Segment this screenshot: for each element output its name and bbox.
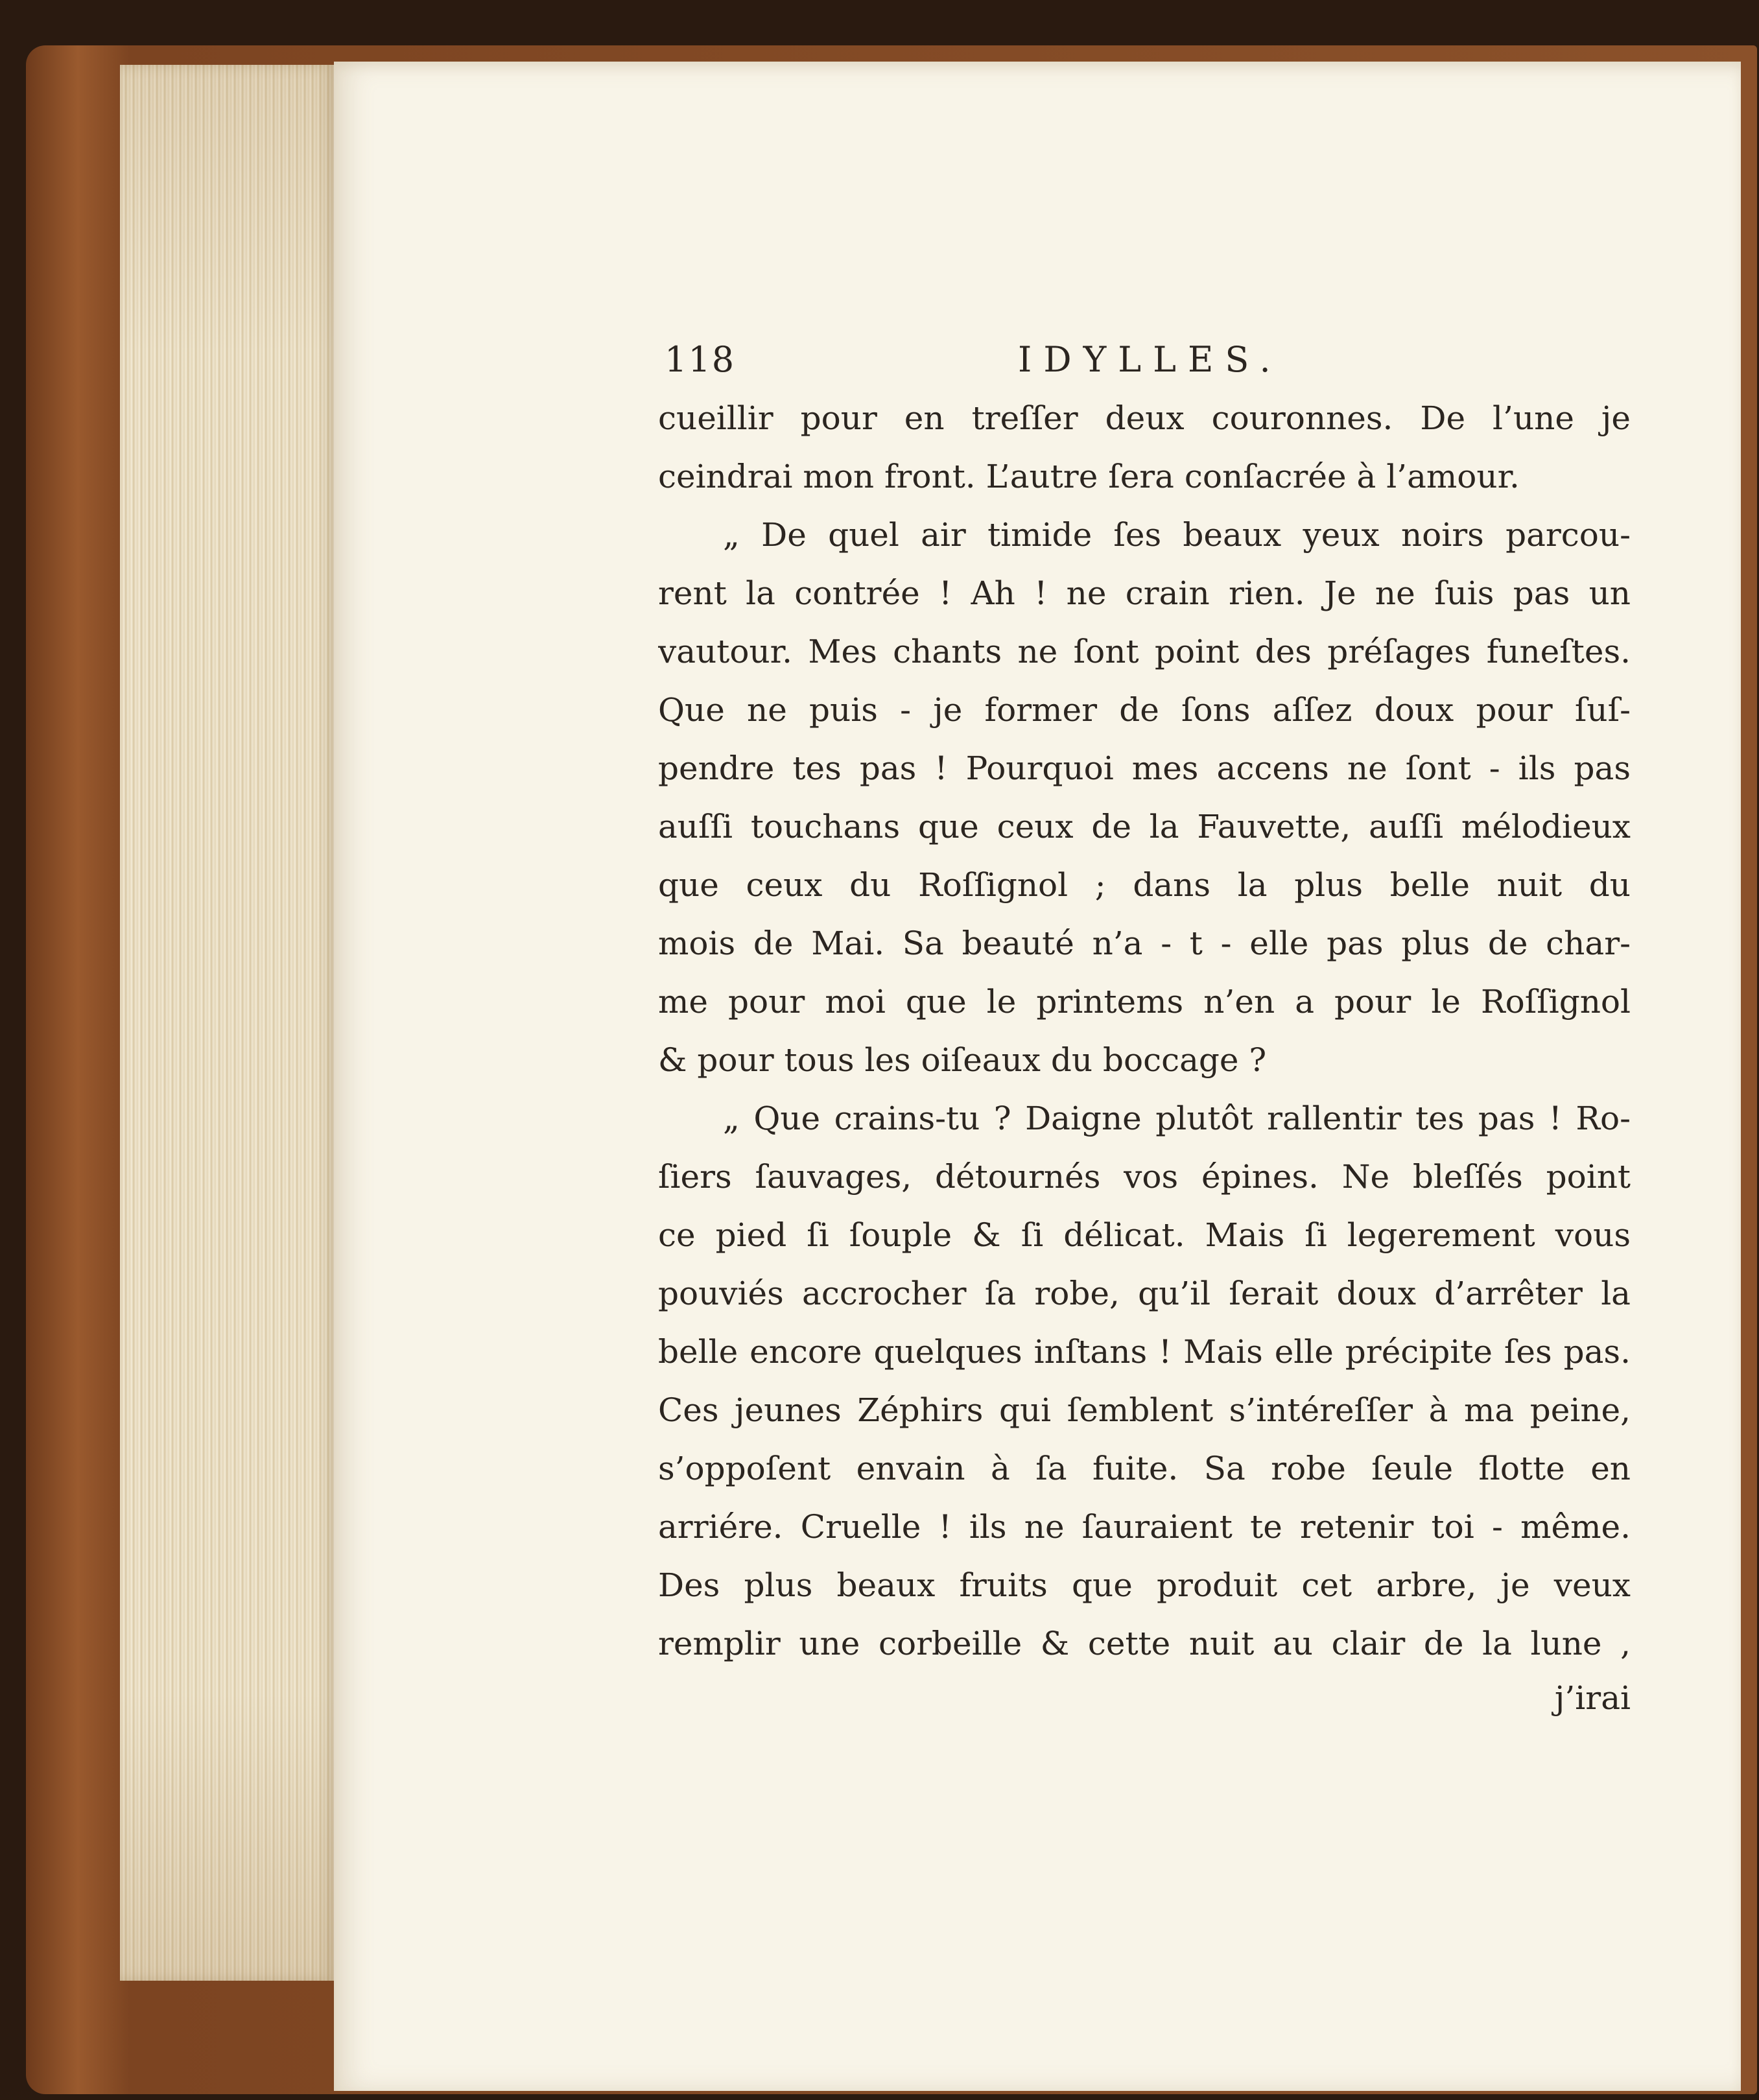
text-line: belle encore quelques inſtans ! Mais elle précipite ſes pas. [658, 1333, 1631, 1371]
text-line: s’oppoſent envain à ſa fuite. Sa robe ſeule flotte en [658, 1450, 1631, 1487]
page-header [665, 339, 1631, 391]
text-line: pouviés accrocher ſa robe, qu’il ſerait doux d’arrêter la [658, 1275, 1631, 1312]
text-line: „ De quel air timide ſes beaux yeux noirs parcou- [723, 516, 1631, 554]
catchword: j’irai [1554, 1679, 1631, 1717]
text-line: vautour. Mes chants ne ſont point des préſages funeſtes. [658, 633, 1631, 670]
text-line: ſiers ſauvages, détournés vos épines. Ne bleſſés point [658, 1158, 1631, 1196]
body-text [658, 389, 1631, 1673]
text-line: ce pied ſi ſouple & ſi délicat. Mais ſi legerement vous [658, 1216, 1631, 1254]
text-line: Des plus beaux fruits que produit cet arbre, je veux [658, 1566, 1631, 1604]
text-line: ceindrai mon front. L’autre ſera conſacrée à l’amour. [658, 458, 1520, 495]
text-line: remplir une corbeille & cette nuit au clair de la lune , [658, 1625, 1631, 1662]
text-line: auſſi touchans que ceux de la Fauvette, auſſi mélodieux [658, 808, 1631, 845]
text-line: pendre tes pas ! Pourquoi mes accens ne ſont - ils pas [658, 749, 1631, 787]
text-line: arriére. Cruelle ! ils ne ſauraient te retenir toi - même. [658, 1508, 1631, 1546]
text-line: cueillir pour en treſſer deux couronnes. De l’une je [658, 399, 1631, 437]
running-title: IDYLLES. [1018, 339, 1282, 380]
text-line: me pour moi que le printems n’en a pour le Roſſignol [658, 983, 1631, 1021]
text-line: Ces jeunes Zéphirs qui ſemblent s’intéreſſer à ma peine, [658, 1391, 1631, 1429]
text-line: „ Que crains-tu ? Daigne plutôt rallentir tes pas ! Ro- [723, 1100, 1631, 1137]
page-block-edges [120, 65, 334, 1981]
text-line: que ceux du Roſſignol ; dans la plus belle nuit du [658, 866, 1631, 904]
page-number: 118 [665, 339, 736, 380]
text-line: mois de Mai. Sa beauté n’a - t - elle pas plus de char- [658, 925, 1631, 962]
text-line: & pour tous les oiſeaux du boccage ? [658, 1041, 1267, 1079]
text-line: Que ne puis - je former de ſons aſſez doux pour ſuſ- [658, 691, 1631, 729]
text-line: rent la contrée ! Ah ! ne crain rien. Je ne ſuis pas un [658, 574, 1631, 612]
